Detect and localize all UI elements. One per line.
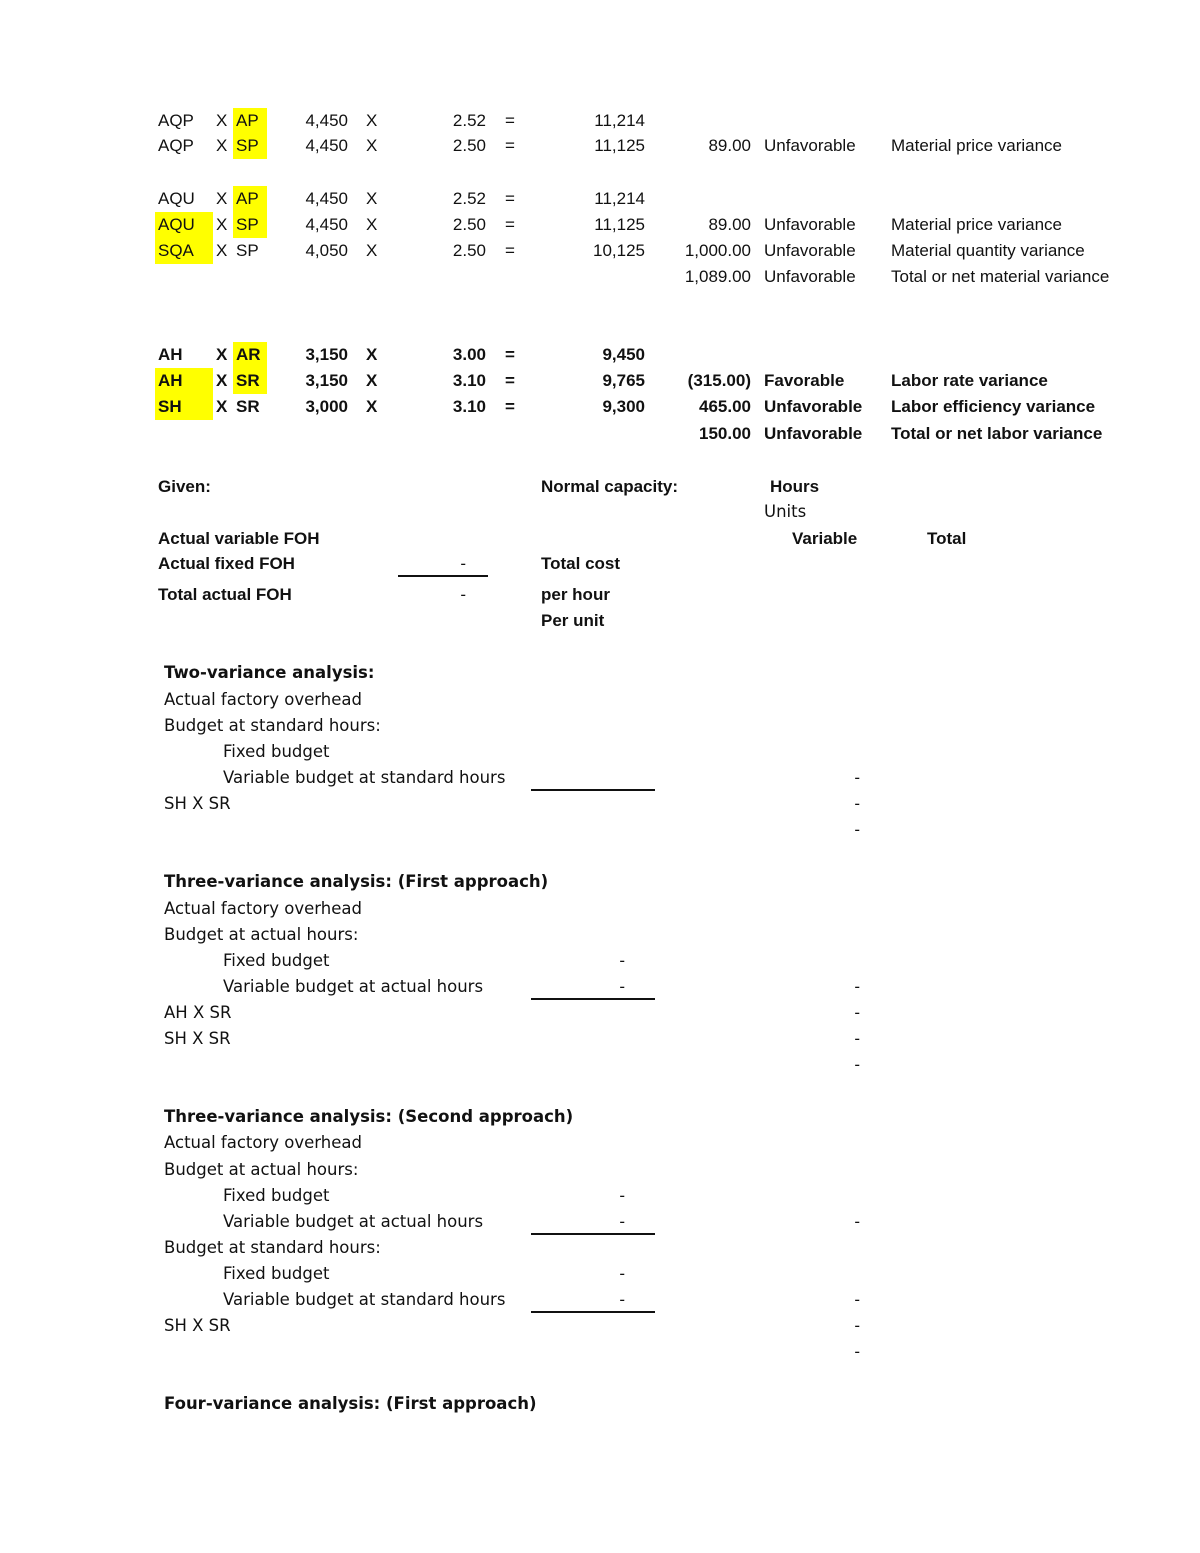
variance-status (764, 108, 874, 134)
variable-budget-standard-hours-value: - (854, 768, 860, 787)
price-type-cell: AP (233, 108, 267, 134)
product-value: 9,300 (602, 397, 645, 416)
multiply-sign: X (366, 189, 378, 208)
per-hour-label: per hour (541, 585, 610, 604)
price-type-cell: SR (236, 397, 260, 416)
rate-value: 3.10 (452, 371, 486, 390)
quantity-value: 4,450 (305, 189, 348, 208)
budget-standard-hours-label: Budget at standard hours: (164, 716, 381, 735)
actual-factory-overhead-label: Actual factory overhead (164, 690, 362, 709)
product-value: 9,765 (602, 371, 645, 390)
quantity-value: 4,450 (305, 111, 348, 130)
price-type-cell: AP (233, 186, 267, 212)
equals-sign: = (505, 345, 515, 364)
quantity-value (280, 421, 348, 447)
equals-sign (505, 264, 519, 290)
budget-standard-hours-label: Budget at standard hours: (164, 1238, 381, 1257)
equals-sign: = (505, 241, 515, 260)
variable-budget-actual-hours-value: - (619, 1212, 625, 1231)
price-type-cell: SP (233, 212, 267, 238)
variance-status (764, 342, 874, 368)
price-type-cell: SR (233, 368, 267, 394)
product-value: 10,125 (593, 241, 645, 260)
variance-description: Material quantity variance (891, 241, 1085, 260)
sh-x-sr-value: - (854, 1316, 860, 1335)
variance-amount: 465.00 (699, 397, 751, 416)
variance-status: Unfavorable (764, 136, 856, 155)
quantity-type-cell: AH (155, 368, 213, 394)
budget-actual-hours-label: Budget at actual hours: (164, 925, 359, 944)
rate-value: 2.52 (452, 111, 486, 130)
variance-amount (660, 342, 751, 368)
rate-value (420, 264, 486, 290)
variance-status: Unfavorable (764, 397, 863, 416)
product-value (560, 264, 645, 290)
multiply-sign: X (366, 136, 378, 155)
variable-budget-actual-hours-label: Variable budget at actual hours (223, 1212, 484, 1231)
materials-row (0, 133, 1200, 159)
multiply-sign: X (216, 345, 228, 364)
multiply-sign: X (216, 397, 228, 416)
quantity-value: 3,000 (305, 397, 348, 416)
product-value: 11,125 (594, 136, 645, 155)
materials-row (0, 238, 1200, 264)
multiply-sign: X (216, 215, 228, 234)
materials-row (0, 264, 1200, 290)
actual-fixed-foh-label: Actual fixed FOH (158, 554, 295, 573)
variance-status: Unfavorable (764, 267, 856, 286)
variance-description (891, 342, 1007, 368)
equals-sign: = (505, 136, 515, 155)
equals-sign: = (505, 371, 515, 390)
materials-row (0, 212, 1200, 238)
variance-status: Unfavorable (764, 215, 856, 234)
four-variance-title: Four-variance analysis: (First approach) (164, 1394, 537, 1413)
rate-value: 3.10 (452, 397, 486, 416)
variance-status: Unfavorable (764, 241, 856, 260)
product-value: 11,125 (594, 215, 645, 234)
labor-row (0, 342, 1200, 368)
equals-sign: = (505, 215, 515, 234)
variance-amount: 89.00 (708, 136, 751, 155)
variance-description: Labor efficiency variance (891, 397, 1096, 416)
per-unit-label: Per unit (541, 611, 605, 630)
price-type-cell (233, 421, 267, 447)
quantity-type-cell: SH (155, 394, 213, 420)
fixed-budget-label: Fixed budget (223, 951, 330, 970)
quantity-type-cell: AQP (158, 111, 194, 130)
budget-actual-hours-label: Budget at actual hours: (164, 1160, 359, 1179)
underline (398, 575, 488, 577)
multiply-sign: X (366, 241, 378, 260)
fixed-budget-value: - (619, 1186, 625, 1205)
variable-budget-standard-hours-value: - (619, 1290, 625, 1309)
variable-column-header: Variable (792, 529, 858, 548)
fixed-budget-label: Fixed budget (223, 1264, 330, 1283)
normal-capacity-label: Normal capacity: (541, 477, 678, 496)
variance-status: Unfavorable (764, 424, 863, 443)
multiply-sign (366, 264, 380, 290)
materials-row (0, 186, 1200, 212)
quantity-type-cell (155, 421, 213, 447)
variance-description: Material price variance (891, 136, 1063, 155)
multiply-sign: X (366, 397, 378, 416)
two-variance-title: Two-variance analysis: (164, 663, 375, 682)
multiply-sign (366, 421, 380, 447)
rate-value: 2.52 (452, 189, 486, 208)
quantity-type-cell: AQU (155, 212, 213, 238)
labor-row (0, 421, 1200, 447)
budget-actual-hours-total-value: - (854, 977, 860, 996)
ah-x-sr-label: AH X SR (164, 1003, 232, 1022)
multiply-sign: X (216, 136, 228, 155)
variance-status: Favorable (764, 371, 845, 390)
multiply-sign: X (366, 111, 378, 130)
budget-standard-hours-total-value: - (854, 1290, 860, 1309)
fixed-budget-label: Fixed budget (223, 742, 330, 761)
labor-row (0, 368, 1200, 394)
rate-value: 3.00 (452, 345, 486, 364)
variance-amount: 1,089.00 (684, 267, 751, 286)
three-variance-first-title: Three-variance analysis: (First approach) (164, 872, 549, 891)
sh-x-sr-value: - (854, 794, 860, 813)
quantity-value: 4,450 (305, 136, 348, 155)
variance-amount: 89.00 (708, 215, 751, 234)
quantity-type-cell (155, 264, 213, 290)
actual-variable-foh-label: Actual variable FOH (158, 529, 320, 548)
materials-row (0, 108, 1200, 134)
rate-value: 2.50 (452, 241, 486, 260)
labor-row (0, 394, 1200, 420)
variance-description (891, 108, 1007, 134)
multiply-sign: X (216, 241, 228, 260)
multiply-sign: X (216, 111, 228, 130)
product-value: 11,214 (594, 111, 645, 130)
equals-sign: = (505, 111, 515, 130)
equals-sign: = (505, 397, 515, 416)
multiply-sign: X (216, 189, 228, 208)
variance-amount: 150.00 (699, 424, 751, 443)
multiply-sign: X (366, 215, 378, 234)
sh-x-sr-label: SH X SR (164, 794, 231, 813)
ah-x-sr-value: - (854, 1003, 860, 1022)
variance-description: Material price variance (891, 215, 1063, 234)
rate-value: 2.50 (452, 215, 486, 234)
fixed-budget-label: Fixed budget (223, 1186, 330, 1205)
two-variance-result-value: - (854, 820, 860, 839)
variance-amount: 1,000.00 (684, 241, 751, 260)
multiply-sign: X (366, 345, 378, 364)
price-type-cell: SP (233, 133, 267, 159)
equals-sign: = (505, 189, 515, 208)
product-value: 9,450 (602, 345, 645, 364)
sh-x-sr-label: SH X SR (164, 1316, 231, 1335)
fixed-budget-value: - (619, 1264, 625, 1283)
variable-budget-standard-hours-label: Variable budget at standard hours (223, 1290, 506, 1309)
budget-actual-hours-total-value: - (854, 1212, 860, 1231)
price-type-cell: AR (233, 342, 267, 368)
quantity-value (280, 264, 348, 290)
rate-value (420, 421, 486, 447)
price-type-cell: SP (236, 241, 259, 260)
price-type-cell (233, 264, 267, 290)
variance-description: Total or net material variance (891, 267, 1110, 286)
variance-description (891, 186, 1007, 212)
actual-factory-overhead-label: Actual factory overhead (164, 1133, 362, 1152)
variance-status (764, 186, 874, 212)
quantity-value: 3,150 (305, 371, 348, 390)
variance-description: Labor rate variance (891, 371, 1048, 390)
total-column-header: Total (927, 529, 967, 548)
equals-sign (505, 421, 519, 447)
multiply-sign (216, 264, 230, 290)
variable-budget-standard-hours-label: Variable budget at standard hours (223, 768, 506, 787)
quantity-type-cell: SQA (155, 238, 213, 264)
actual-factory-overhead-label: Actual factory overhead (164, 899, 362, 918)
variance-amount (660, 108, 751, 134)
quantity-value: 4,050 (305, 241, 348, 260)
three-variance-second-result-value: - (854, 1342, 860, 1361)
variable-budget-actual-hours-value: - (619, 977, 625, 996)
given-title: Given: (158, 477, 211, 496)
fixed-budget-value: - (619, 951, 625, 970)
total-actual-foh-label: Total actual FOH (158, 585, 292, 604)
variance-amount: (315.00) (687, 371, 751, 390)
product-value: 11,214 (594, 189, 645, 208)
multiply-sign: X (216, 371, 228, 390)
sh-x-sr-label: SH X SR (164, 1029, 231, 1048)
three-variance-second-title: Three-variance analysis: (Second approach) (164, 1107, 574, 1126)
multiply-sign (216, 421, 230, 447)
product-value (560, 421, 645, 447)
variance-description: Total or net labor variance (891, 424, 1103, 443)
variance-amount (660, 186, 751, 212)
sh-x-sr-value: - (854, 1029, 860, 1048)
quantity-value: 3,150 (305, 345, 348, 364)
variable-budget-actual-hours-label: Variable budget at actual hours (223, 977, 484, 996)
quantity-type-cell: AQU (158, 189, 195, 208)
quantity-type-cell: AH (158, 345, 183, 364)
total-actual-foh-value: - (460, 585, 466, 604)
rate-value: 2.50 (452, 136, 486, 155)
actual-fixed-foh-value: - (460, 554, 466, 573)
three-variance-first-result-value: - (854, 1055, 860, 1074)
quantity-type-cell: AQP (158, 136, 194, 155)
multiply-sign: X (366, 371, 378, 390)
total-cost-label: Total cost (541, 554, 621, 573)
quantity-value: 4,450 (305, 215, 348, 234)
hours-label: Hours (770, 477, 820, 496)
units-label: Units (764, 502, 807, 521)
